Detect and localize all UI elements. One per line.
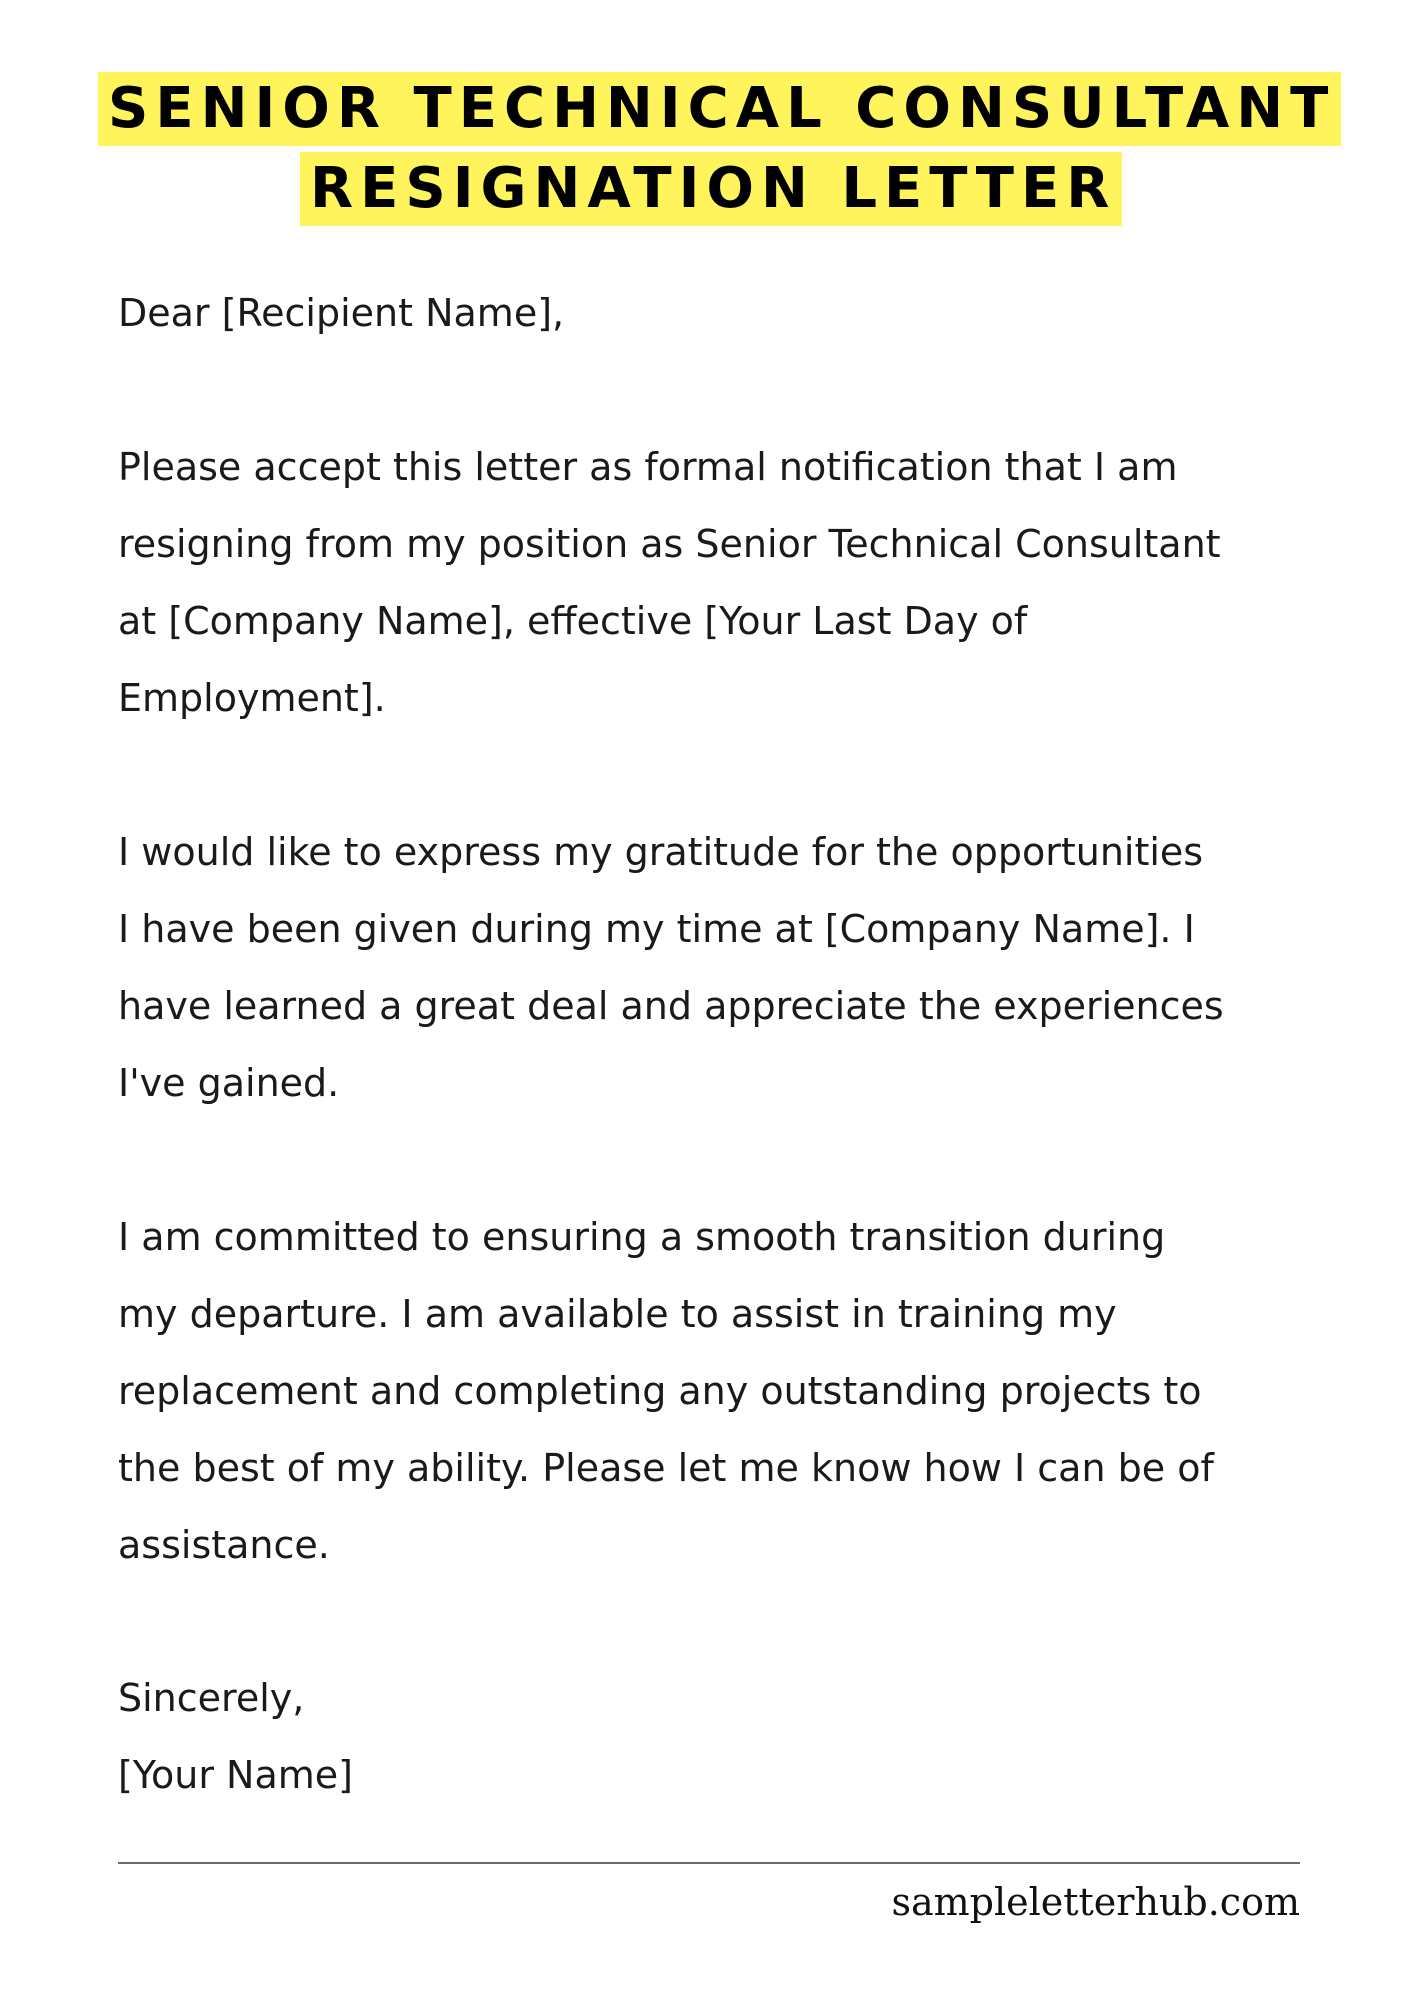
paragraph-line: replacement and completing any outstanding projects to xyxy=(118,1369,1202,1413)
greeting: Dear [Recipient Name], xyxy=(118,291,565,335)
paragraph-line: my departure. I am available to assist in training my xyxy=(118,1292,1117,1336)
title-line-1: SENIOR TECHNICAL CONSULTANT xyxy=(98,72,1341,146)
footer-divider xyxy=(118,1862,1300,1864)
footer-site: sampleletterhub.com xyxy=(891,1880,1300,1924)
paragraph-line: I would like to express my gratitude for the opportunities xyxy=(118,830,1204,874)
paragraph-line: resigning from my position as Senior Technical Consultant xyxy=(118,522,1221,566)
paragraph-line: Please accept this letter as formal notification that I am xyxy=(118,445,1178,489)
paragraph-line: Employment]. xyxy=(118,676,386,720)
paragraph-gratitude xyxy=(118,814,1358,1122)
paragraph-line: at [Company Name], effective [Your Last Day of xyxy=(118,599,1028,643)
paragraph-notification xyxy=(118,429,1358,737)
paragraph-line: the best of my ability. Please let me know how I can be of xyxy=(118,1446,1214,1490)
title-line-2: RESIGNATION LETTER xyxy=(300,152,1122,226)
paragraph-line: assistance. xyxy=(118,1523,330,1567)
paragraph-line: I have been given during my time at [Company Name]. I xyxy=(118,907,1195,951)
closing: Sincerely, xyxy=(118,1676,305,1720)
paragraph-line: I've gained. xyxy=(118,1061,340,1105)
signature-name: [Your Name] xyxy=(118,1753,353,1797)
paragraph-transition xyxy=(118,1199,1358,1584)
paragraph-line: have learned a great deal and appreciate the experiences xyxy=(118,984,1224,1028)
paragraph-line: I am committed to ensuring a smooth transition during xyxy=(118,1215,1166,1259)
